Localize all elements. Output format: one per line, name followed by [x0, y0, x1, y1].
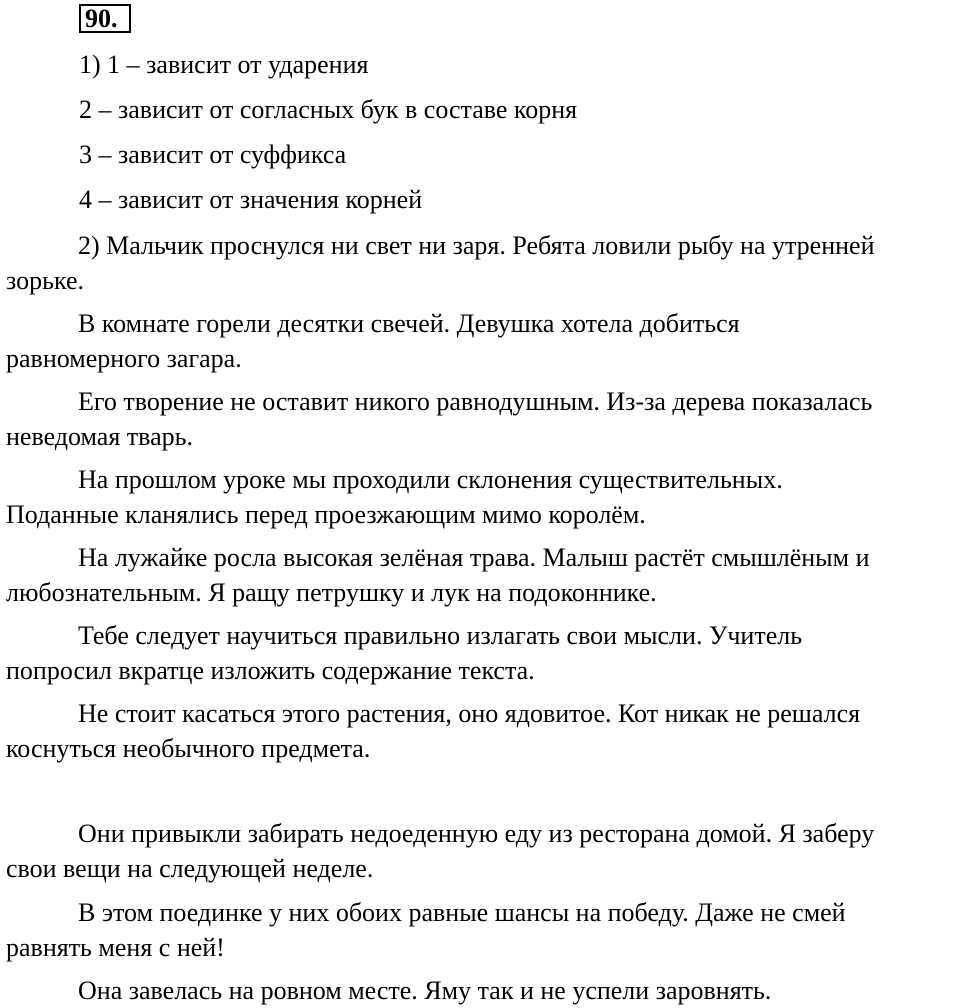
paragraph-line: На прошлом уроке мы проходили склонения существительных. — [78, 465, 783, 494]
paragraph-line: неведомая тварь. — [6, 422, 193, 451]
paragraph-line: На лужайке росла высокая зелёная трава. Малыш растёт смышлёным и — [78, 543, 870, 572]
paragraph — [6, 696, 960, 766]
paragraph-line: В этом поединке у них обоих равные шансы на победу. Даже не смей — [78, 898, 846, 927]
paragraph — [6, 306, 960, 376]
paragraph-line: В комнате горели десятки свечей. Девушка хотела добиться — [78, 309, 740, 338]
list-item: 2 – зависит от согласных бук в составе корня — [79, 95, 578, 124]
paragraph-line: любознательным. Я ращу петрушку и лук на подоконнике. — [6, 578, 657, 607]
paragraph — [6, 540, 960, 610]
paragraph-line: равномерного загара. — [6, 344, 242, 373]
paragraph — [6, 618, 960, 688]
paragraph — [6, 895, 960, 965]
paragraph-line: Поданные кланялись перед проезжающим мимо королём. — [6, 500, 646, 529]
paragraph-line: свои вещи на следующей неделе. — [6, 854, 374, 883]
paragraph — [6, 816, 960, 886]
list-item: 4 – зависит от значения корней — [79, 185, 423, 214]
exercise-number: 90. — [79, 4, 131, 33]
paragraph-line: Они привыкли забирать недоеденную еду из ресторана домой. Я заберу — [78, 819, 875, 848]
paragraph-line: равнять меня с ней! — [6, 933, 225, 962]
paragraph-line: Его творение не оставит никого равнодушным. Из-за дерева показалась — [78, 387, 873, 416]
paragraph-line: Не стоит касаться этого растения, оно ядовитое. Кот никак не решался — [78, 699, 861, 728]
list-item: 3 – зависит от суффикса — [79, 140, 347, 169]
paragraph — [6, 462, 960, 532]
paragraph-line: коснуться необычного предмета. — [6, 734, 371, 763]
list-item: 1) 1 – зависит от ударения — [79, 50, 369, 79]
paragraph-line: 2) Мальчик проснулся ни свет ни заря. Ребята ловили рыбу на утренней — [78, 231, 875, 260]
paragraph-line: Она завелась на ровном месте. Яму так и не успели заровнять. — [78, 976, 772, 1005]
paragraph-line: Тебе следует научиться правильно излагать свои мысли. Учитель — [78, 621, 803, 650]
paragraph — [6, 228, 960, 298]
paragraph-line: попросил вкратце изложить содержание текста. — [6, 656, 535, 685]
paragraph — [6, 973, 960, 1008]
paragraph — [6, 384, 960, 454]
paragraph-line: зорьке. — [6, 266, 84, 295]
